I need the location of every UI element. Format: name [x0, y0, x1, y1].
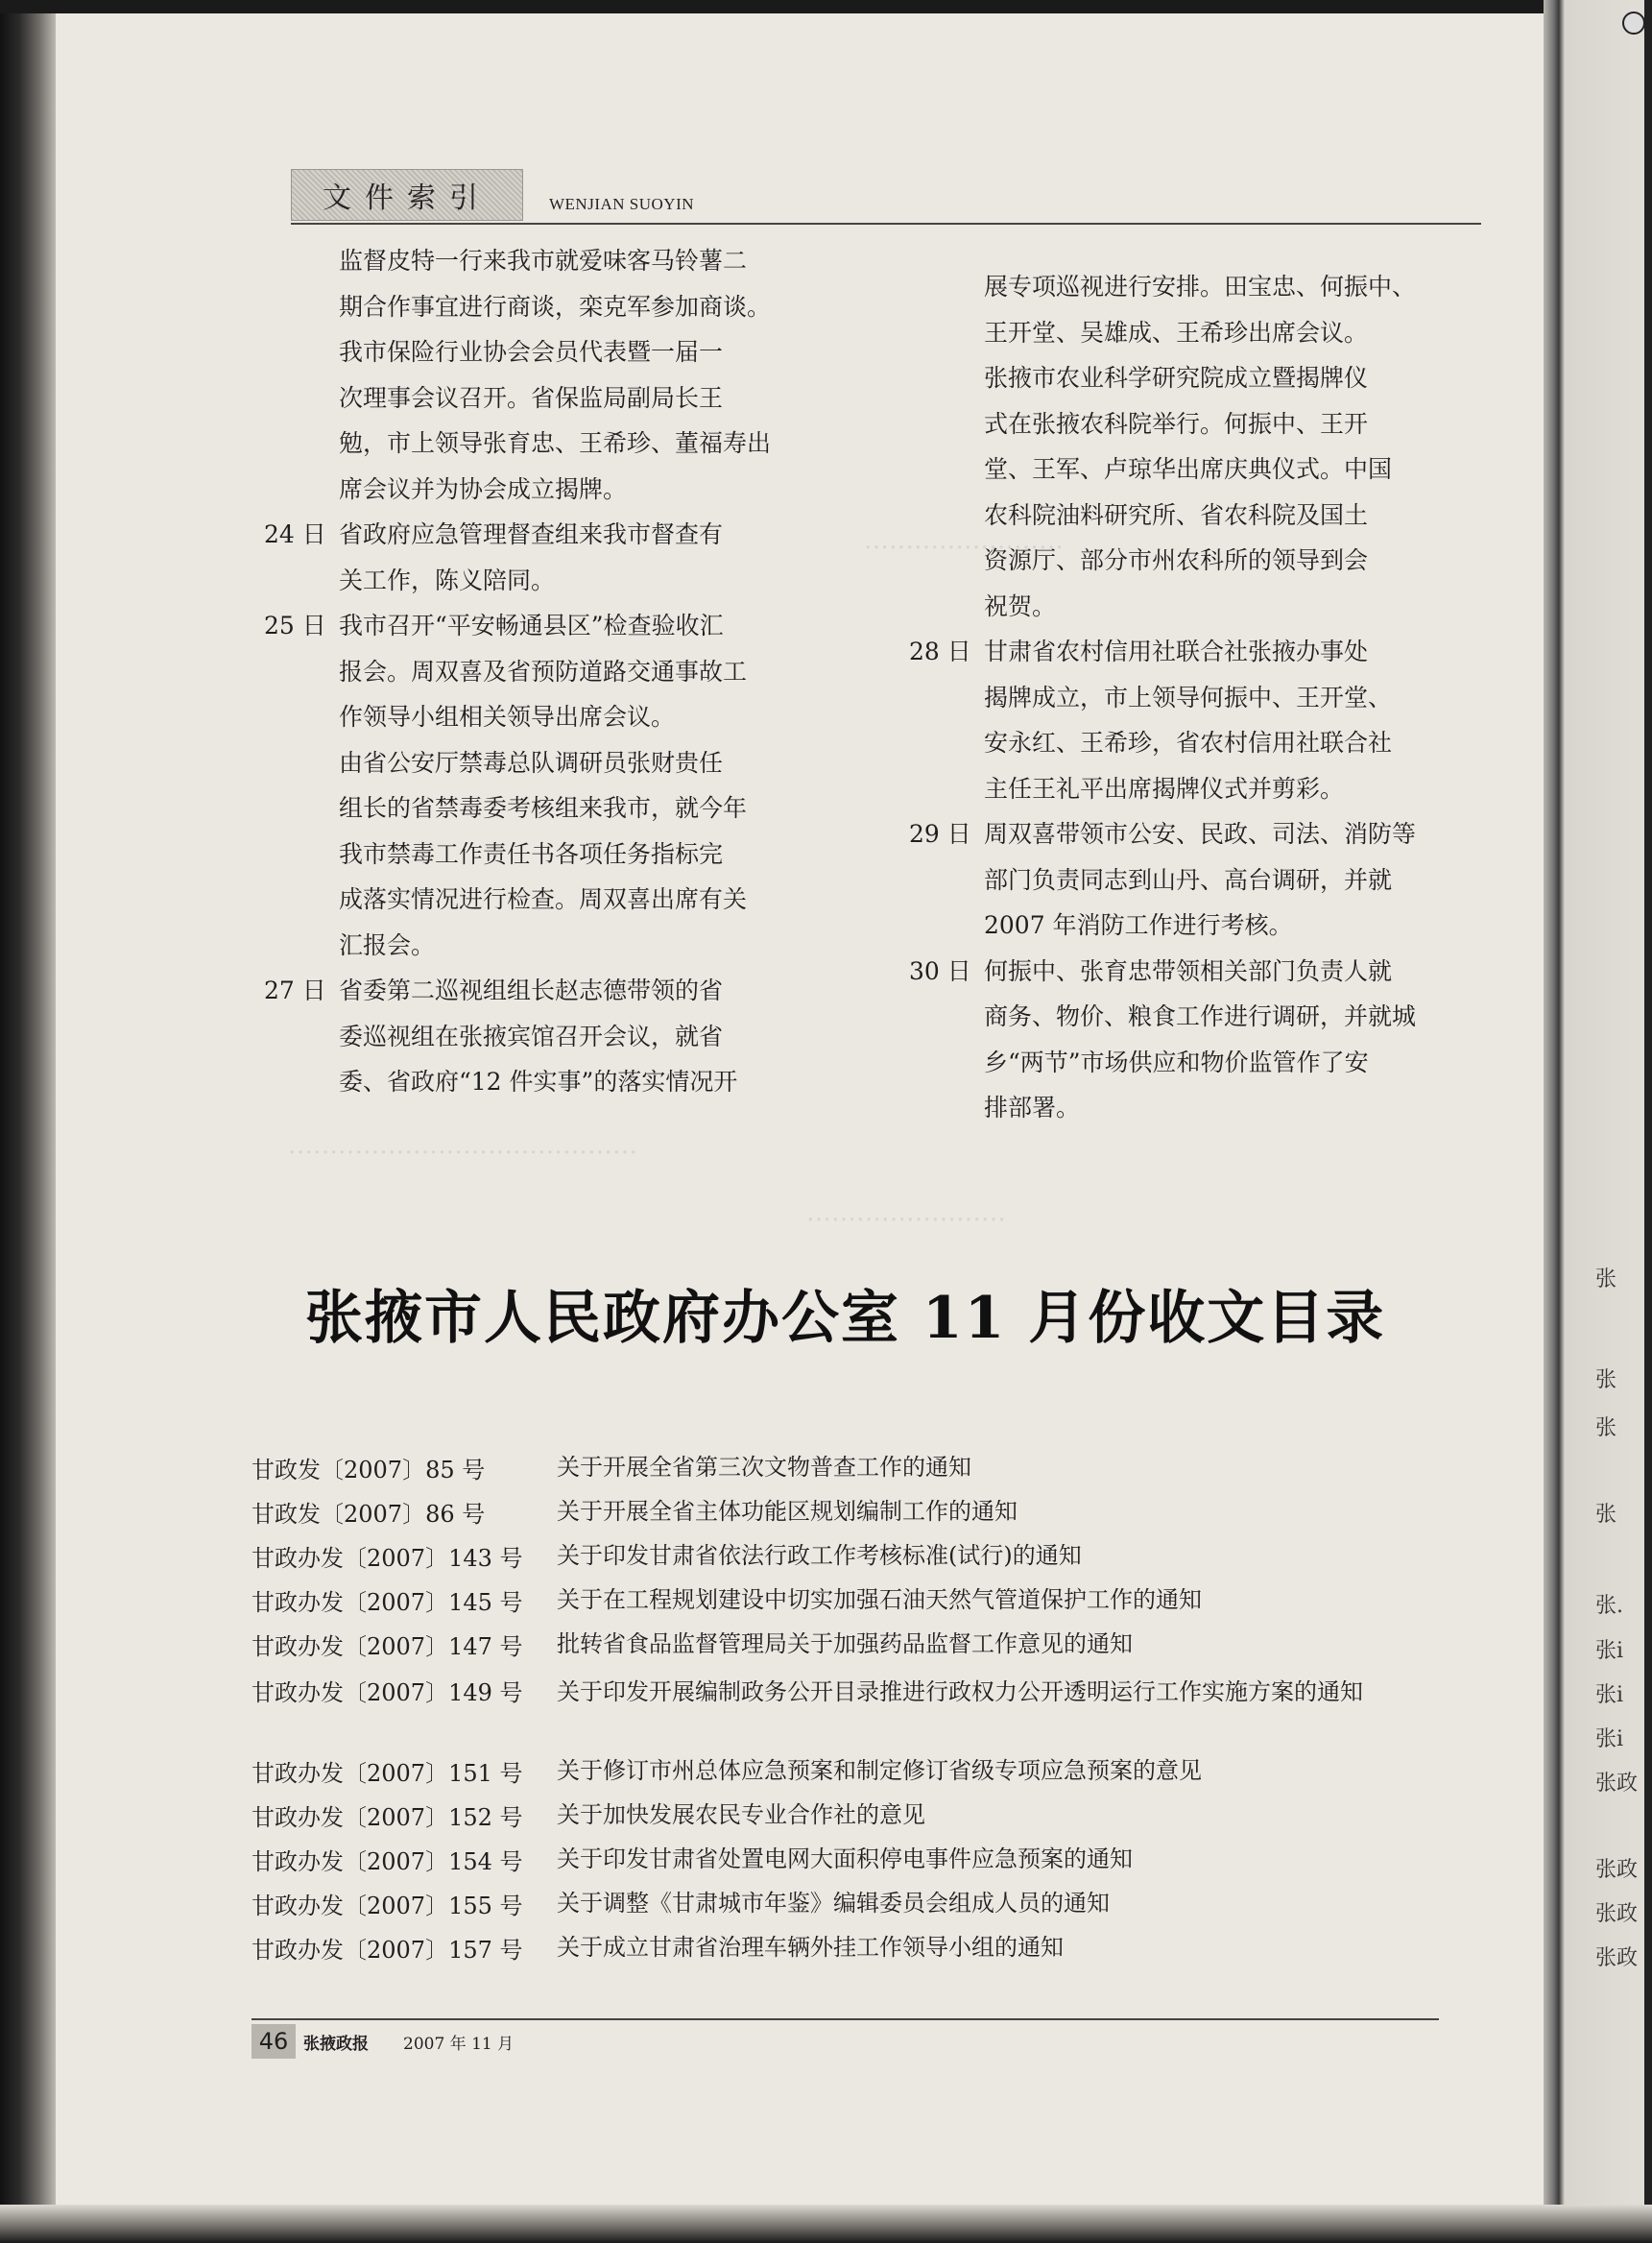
document-row: [251, 1793, 1442, 1837]
facing-page-fragment: 张: [1595, 1368, 1617, 1392]
section-pinyin: WENJIAN SUOYIN: [549, 195, 695, 213]
bleed-through-text: ……………………: [806, 1198, 1006, 1227]
facing-page-fragment: 张政: [1595, 1772, 1639, 1796]
entry: 我市保险行业协会会员代表暨一届一 次理事会议召开。省保监局副局长王 勉，市上领导张育忠、王希珍、董福寿出 席会议并为协会成立揭牌。: [339, 338, 772, 503]
document-row: [251, 1622, 1442, 1666]
entry: 27 日 省委第二巡视组组长赵志德带领的省 委巡视组在张掖宾馆召开会议，就省 委、省政府“12 件实事”的落实情况开: [264, 968, 850, 1105]
document-title: 关于开展全省主体功能区规划编制工作的通知: [557, 1498, 1018, 1525]
entry: 张掖市农业科学研究院成立暨揭牌仪 式在张掖农科院举行。何振中、王开 堂、王军、卢琼华出席庆典仪式。中国 农科院油料研究所、省农科院及国土 资源厅、部分市州农科所的领导到会 祝贺。: [984, 364, 1393, 620]
document-title: 关于成立甘肃省治理车辆外挂工作领导小组的通知: [557, 1934, 1064, 1961]
document-row: [251, 1837, 1442, 1881]
issue-date: 2007 年 11 月: [403, 2035, 515, 2054]
document-title: 关于在工程规划建设中切实加强石油天然气管道保护工作的通知: [557, 1586, 1202, 1613]
facing-page-fragment: 张i: [1595, 1683, 1624, 1707]
document-row: [251, 1666, 1442, 1749]
facing-page-fragment: 张政: [1595, 1858, 1639, 1882]
entry: 28 日 甘肃省农村信用社联合社张掖办事处 揭牌成立，市上领导何振中、王开堂、 安永红、王希珍，省农村信用社联合社 主任王礼平出席揭牌仪式并剪彩。: [909, 629, 1475, 811]
facing-page-fragment: 张政: [1595, 1946, 1639, 1970]
entry-day: 25 日: [264, 612, 326, 639]
document-number: 甘政发〔2007〕86 号: [251, 1500, 486, 1528]
entry: 25 日 我市召开“平安畅通县区”检查验收汇 报会。周双喜及省预防道路交通事故工 作领导小组相关领导出席会议。: [264, 603, 850, 740]
document-number: 甘政办发〔2007〕152 号: [251, 1803, 523, 1831]
facing-page-fragment: 张: [1595, 1267, 1617, 1291]
document-title: 关于加快发展农民专业合作社的意见: [557, 1801, 925, 1828]
document-title: 关于开展全省第三次文物普查工作的通知: [557, 1454, 971, 1481]
document-number: 甘政办发〔2007〕157 号: [251, 1936, 523, 1964]
document-title: 关于印发甘肃省处置电网大面积停电事件应急预案的通知: [557, 1845, 1133, 1872]
binding-hole: [1622, 12, 1645, 35]
left-column: [264, 238, 850, 1105]
entry: 展专项巡视进行安排。田宝忠、何振中、 王开堂、吴雄成、王希珍出席会议。: [984, 273, 1417, 347]
document-row: [251, 1445, 1442, 1489]
entry-day: 24 日: [264, 520, 326, 548]
bleed-through-text: ……………………………………: [288, 1131, 637, 1160]
scan-edge-bottom: [0, 2205, 1652, 2243]
document-number: 甘政办发〔2007〕154 号: [251, 1847, 523, 1875]
footer-rule: [251, 2018, 1439, 2020]
page-number: 46: [251, 2024, 296, 2059]
scan-edge-left: [0, 0, 56, 2243]
entry: 29 日 周双喜带领市公安、民政、司法、消防等 部门负责同志到山丹、高台调研，并就 2007 年消防工作进行考核。: [909, 811, 1475, 949]
document-number: 甘政办发〔2007〕143 号: [251, 1544, 523, 1572]
facing-page-fragment: 张政: [1595, 1902, 1639, 1926]
right-column: [909, 264, 1475, 1131]
document-list: [251, 1445, 1442, 1969]
document-row: [251, 1881, 1442, 1925]
section-tag: 文件索引: [291, 169, 523, 221]
entry-day: 30 日: [909, 956, 971, 985]
facing-page-fragment: 张i: [1595, 1727, 1624, 1751]
page-title: 张掖市人民政府办公室 11 月份收文目录: [305, 1285, 1386, 1352]
document-title: 关于印发甘肃省依法行政工作考核标准(试行)的通知: [557, 1542, 1082, 1569]
facing-page-fragment: 张: [1595, 1416, 1617, 1440]
publication-name: 张掖政报: [303, 2035, 369, 2054]
facing-page-fragment: 张: [1595, 1503, 1617, 1527]
document-number: 甘政办发〔2007〕151 号: [251, 1759, 523, 1787]
header-rule: [291, 223, 1481, 225]
facing-page-fragment: 张i: [1595, 1639, 1624, 1663]
document-title: 批转省食品监督管理局关于加强药品监督工作意见的通知: [557, 1630, 1133, 1657]
entry: 24 日 省政府应急管理督查组来我市督查有 关工作，陈义陪同。: [264, 512, 850, 603]
document-number: 甘政办发〔2007〕147 号: [251, 1632, 523, 1660]
document-row: [251, 1489, 1442, 1533]
document-number: 甘政办发〔2007〕155 号: [251, 1892, 523, 1919]
scan-edge-right: [1644, 0, 1652, 2243]
entry-day: 29 日: [909, 820, 971, 848]
document-row: [251, 1749, 1442, 1793]
scan-edge-top: [0, 0, 1652, 13]
document-title: 关于印发开展编制政务公开目录推进行政权力公开透明运行工作实施方案的通知: [557, 1678, 1363, 1705]
entry-day: 28 日: [909, 638, 971, 665]
entry: 监督皮特一行来我市就爱味客马铃薯二 期合作事宜进行商谈，栾克军参加商谈。: [339, 247, 772, 321]
document-number: 甘政办发〔2007〕149 号: [251, 1679, 523, 1706]
entry: 30 日 何振中、张育忠带领相关部门负责人就 商务、物价、粮食工作进行调研，并就城 乡“两节”市场供应和物价监管作了安 排部署。: [909, 949, 1475, 1131]
entry-day: 27 日: [264, 977, 326, 1004]
document-number: 甘政办发〔2007〕145 号: [251, 1588, 523, 1616]
document-row: [251, 1578, 1442, 1622]
facing-page-fragment: 张.: [1595, 1594, 1623, 1618]
document-title: 关于调整《甘肃城市年鉴》编辑委员会组成人员的通知: [557, 1890, 1110, 1917]
bleed-through-text: ……………………: [864, 526, 1064, 555]
document-row: [251, 1533, 1442, 1578]
document-row: [251, 1925, 1442, 1969]
document-title: 关于修订市州总体应急预案和制定修订省级专项应急预案的意见: [557, 1757, 1202, 1784]
document-number: 甘政发〔2007〕85 号: [251, 1456, 486, 1483]
entry: 由省公安厅禁毒总队调研员张财贵任 组长的省禁毒委考核组来我市，就今年 我市禁毒工作责任书各项任务指标完 成落实情况进行检查。周双喜出席有关 汇报会。: [339, 748, 748, 959]
